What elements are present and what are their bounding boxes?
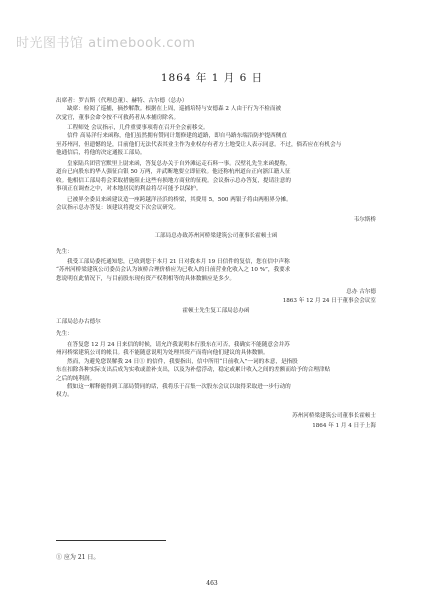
paragraph-line: 皇家陆兵团营官默里上尉来函，答复总办关于自外滩运走石料一事。汉壁礼先生来函提称， xyxy=(67,161,291,167)
letter-line: 您说明在此情况下，与目前股东现有资产权利相等的具体数额应是多少。 xyxy=(56,275,236,282)
paragraph-line: 工程师处 会议指示，几件重要事项将在召开全会前移交。 xyxy=(67,125,209,131)
letter-salutation-1: 先生： xyxy=(56,249,73,255)
paragraph-line: 事项正在调查之中，对本地居民的利益将尽可能予以保护。 xyxy=(56,186,202,193)
letter-line: 权力。 xyxy=(56,392,73,399)
letter-line: 东在扣除各种实际支出后成为实收或盈补支出，以及为补偿浮动，稳定或累计收入之间的差额而给予的合理津贴 xyxy=(56,367,331,374)
paragraph-engineer-letters xyxy=(56,124,376,158)
letter-heading-1: 工部局总办致苏州河桥梁建筑公司董事长霍顿士函 xyxy=(154,233,278,239)
letter-line: 我受工部局委托通知您，已收到您于本月 21 日对我本月 19 日信件的复信，您在信中声称 xyxy=(67,259,290,265)
letter-salutation-2: 先生： xyxy=(56,331,73,337)
letter-line: 假如这一解释能得到工部局赞同的话，我将乐于召集一次股东会议以取得采取进一步行动的 xyxy=(67,384,291,391)
paragraph-line: 会议指示总办答复：该建议将提交下次会议研究。 xyxy=(56,205,180,212)
footnote-divider xyxy=(56,540,166,541)
page-title: 1864 年 1 月 6 日 xyxy=(160,72,264,84)
attendance-section xyxy=(56,97,376,122)
letter-date-2: 1864 年 1 月 4 日于上海 xyxy=(312,423,376,429)
letter-line: “苏州河桥梁建筑公司委员会认为该桥合理价格应为已收入的日前营业化收入之 10 %”，我要求 xyxy=(56,267,291,274)
paragraph-line: 信件 高易洋行来函称，他们虽然拥有赞同计划修建的道路，即自马路东端沿防护提西侧直 xyxy=(67,133,287,140)
paragraph-line: 收。他相信工部局将会采取措施阻止这些有损地方商业的征税。会议指示总办答复，提请注意的 xyxy=(56,177,291,184)
letter-recipient-2: 工部局总办古德尔 xyxy=(56,319,101,325)
signature-wells: 韦尔斯桥 xyxy=(353,217,376,223)
paragraph-line: 他通信后，将他的决定通报工部局。 xyxy=(56,150,146,157)
paragraph-line: 已被界全委员来函建议造一座跨越洋泾浜的桥梁，其费用 5，500 两银子将由两租界分摊。 xyxy=(67,197,292,203)
letter-date-1: 1863 年 12 月 24 日于董事会会议室 xyxy=(282,298,376,304)
letter-signature-1: 总办 古尔德 xyxy=(346,289,376,295)
letter-line: 州河桥梁建筑公司的帐目。我不能随意说明为处理其资产而将向他们建议的具体数额。 xyxy=(56,350,269,357)
footnote: ① 应为 21 日。 xyxy=(56,554,100,561)
watermark: 时光图书馆 atimebook.com xyxy=(16,36,196,51)
letter-line: 在答复您 12 月 24 日来信的时候，请允许我说明本行股东在可否，我确实不能随意会并苏 xyxy=(67,342,290,348)
attendance-line: 出席者：罗吉斯（代理总董）、赫特、古尔德（总办） xyxy=(56,98,188,104)
paragraph-bridge xyxy=(56,196,376,213)
letter-line: 然而，为避免您误解我 24 日① 的信件，我要指出，信中所用“日前收入”一词的本意，是指股 xyxy=(67,358,298,365)
page-number: 463 xyxy=(206,580,218,587)
letter-line: 之后的纯利润。 xyxy=(56,375,96,382)
paragraph-murray xyxy=(56,160,376,194)
letter-heading-2: 霍顿士先生复工部局总办函 xyxy=(182,308,250,314)
letter-body-2 xyxy=(56,341,376,400)
letter-body-1 xyxy=(56,258,376,283)
attendance-line: 次觉官，董事会命令按不可救药者从本捕房除名。 xyxy=(56,114,180,121)
letter-signature-2: 苏州河桥梁建筑公司董事长霍顿士 xyxy=(292,413,376,419)
attendance-line: 缺席：检阅了巡捕，摘抄解散。根据在上周，巡捕培特与安德森 2 人由于行为不检而被 xyxy=(67,106,282,113)
paragraph-line: 至苏州河，但遗憾的是，目前他们无法代表其业主作为业权存有者方土地受让人表示同意。不过，倘若应在有机会与 xyxy=(56,141,342,148)
paragraph-line: 道台已向股东的华人强征白银 50 万两，并武断地要立即征收。他还称杭州道台正向浙江籍人征 xyxy=(56,169,291,176)
